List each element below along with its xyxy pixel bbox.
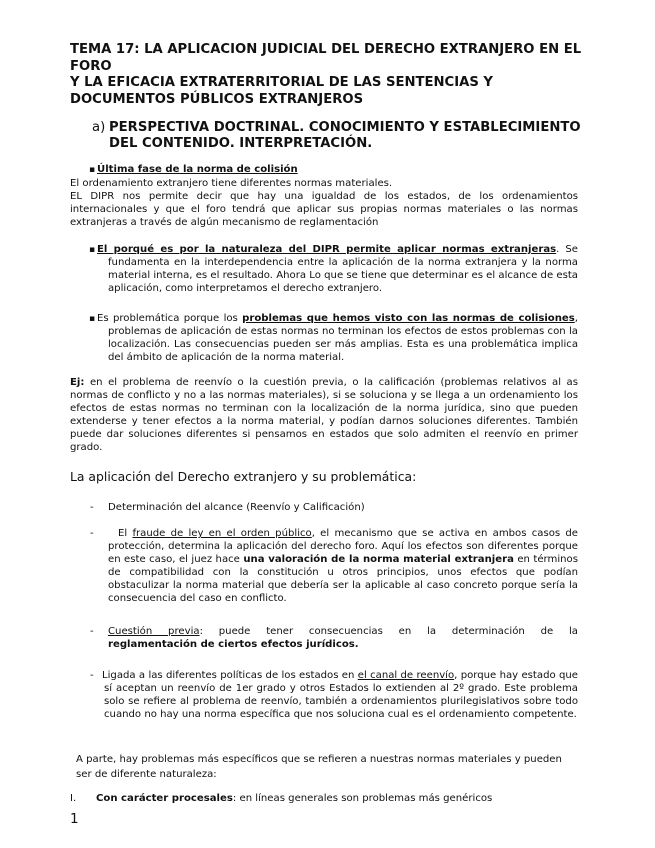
example-text: en el problema de reenvío o la cuestión previa, o la calificación (problemas relativos al as normas de conflicto y no a las normas materiales), si se soluciona y se llega a un ordenamiento los efectos de estas normas no terminan con la localización de la norma jurídica, sino que pueden extenderse y tener efectos a la norma material, y podían darnos soluciones diferentes. También puede dar soluciones diferentes si pensamos en estados que solo admiten el reenvío en primer grado. bbox=[70, 377, 578, 453]
bullet3-pre: Es problemática porque los bbox=[97, 313, 243, 324]
list-number: I. bbox=[70, 793, 77, 804]
bullet2-lead: El porqué es por la naturaleza del DIPR permite aplicar normas extranjeras bbox=[97, 244, 557, 255]
bullet-marker: ▪ bbox=[89, 165, 96, 175]
example-label: Ej: bbox=[70, 377, 85, 388]
bullet1-heading bbox=[97, 164, 298, 177]
bullet1-body bbox=[70, 178, 578, 230]
page-number: 1 bbox=[70, 811, 79, 827]
bullet2-text: . Se fundamenta en la interdependencia entre la aplicación de la norma extranjera y la norma material interna, es el resultado. Ahora Lo que se tiene que determinar es el alcance de esta aplicación, como interpretamos el derecho extranjero. bbox=[108, 244, 578, 294]
d4-pre: Ligada a las diferentes políticas de los estados en bbox=[102, 670, 358, 681]
apart-paragraph: A parte, hay problemas más específicos que se refieren a nuestras normas materiales y pueden ser de diferente naturaleza: bbox=[76, 754, 562, 780]
d2-post: en términos de compatibilidad con la constitución u otros principios, unos efectos que podían obstaculizar la norma material que debería ser la aplicable al caso concreto porque sería la consecuencia del caso en conflicto. bbox=[108, 553, 578, 604]
title-line: Y LA EFICACIA EXTRATERRITORIAL DE LAS SENTENCIAS Y bbox=[70, 75, 493, 90]
bullet2-paragraph bbox=[97, 244, 578, 296]
list-item bbox=[70, 793, 492, 804]
dash-item-3 bbox=[108, 626, 578, 652]
bullet3-lead: problemas que hemos visto con las normas de colisiones bbox=[242, 313, 575, 324]
bullet1-text: EL DIPR nos permite decir que hay una igualdad de los estados, de los ordenamientos internacionales y que el foro tendrá que aplicar sus propias normas materiales o las normas extranjeras a través de algún mecanismo de reglamentación bbox=[70, 190, 578, 228]
d3-underlined: Cuestión previa bbox=[108, 626, 200, 637]
d2-pre: El bbox=[118, 528, 133, 539]
d4-underlined: el canal de reenvío bbox=[357, 670, 455, 681]
d2-mid: , el mecanismo que se activa en ambos casos de protección, determina la aplicación del derecho foro. Aquí los efectos son diferentes porque en este caso, el juez hace bbox=[108, 528, 579, 565]
section-a-text: PERSPECTIVA DOCTRINAL. CONOCIMIENTO Y ESTABLECIMIENTO DEL CONTENIDO. INTERPRETACIÓN. bbox=[109, 120, 581, 151]
bullet1-heading-text: Última fase de la norma de colisión bbox=[97, 164, 298, 175]
dash-marker: - bbox=[90, 670, 94, 681]
dash-item-1: Determinación del alcance (Reenvío y Calificación) bbox=[108, 502, 365, 513]
title-line: FORO bbox=[70, 58, 112, 74]
dash-marker: - bbox=[90, 502, 94, 513]
bullet1-line1: El ordenamiento extranjero tiene diferentes normas materiales. bbox=[70, 178, 393, 189]
d2-underlined: fraude de ley en el orden público bbox=[132, 528, 312, 539]
dash-item-2 bbox=[108, 528, 578, 605]
d3-mid: : puede tener consecuencias en la determinación de la bbox=[199, 626, 578, 637]
section-a-label: a) bbox=[92, 120, 106, 135]
dash-marker: - bbox=[90, 626, 94, 637]
bullet3-text: , problemas de aplicación de estas normas no terminan los efectos de estos problemas con la localización. Las consecuencias pueden ser más amplias. Esta es una problemática implica del ámbito de aplicación de la norma material. bbox=[108, 313, 579, 363]
bullet-marker: ▪ bbox=[89, 314, 96, 324]
d3-bold: reglamentación de ciertos efectos jurídicos. bbox=[108, 638, 359, 650]
title-line: TEMA 17: LA APLICACION JUDICIAL DEL DERECHO EXTRANJERO EN EL bbox=[70, 42, 582, 57]
bullet3-paragraph bbox=[97, 313, 579, 365]
d2-bold: una valoración de la norma material extranjera bbox=[243, 553, 514, 565]
example-paragraph bbox=[70, 377, 578, 454]
section-title: La aplicación del Derecho extranjero y su problemática: bbox=[70, 469, 417, 484]
list-text: : en líneas generales son problemas más genéricos bbox=[232, 793, 493, 804]
dash-item-4 bbox=[104, 670, 578, 722]
d3-line1 bbox=[108, 626, 578, 639]
document-title bbox=[70, 42, 590, 108]
bullet-marker: ▪ bbox=[89, 245, 96, 255]
dash-marker: - bbox=[90, 528, 94, 539]
list-bold: Con carácter procesales bbox=[96, 793, 233, 804]
section-a-heading bbox=[92, 120, 592, 152]
title-line: DOCUMENTOS PÚBLICOS EXTRANJEROS bbox=[70, 91, 364, 107]
d4-post: , porque hay estado que sí aceptan un reenvío de 1er grado y otros Estados lo extienden al 2º grado. Este problema solo se refiere al problema de reenvío, también a ordenamientos plurilegislativos sobre todo cuando no hay una norma específica que nos soluciona cual es el ordenamiento competente. bbox=[104, 670, 578, 720]
